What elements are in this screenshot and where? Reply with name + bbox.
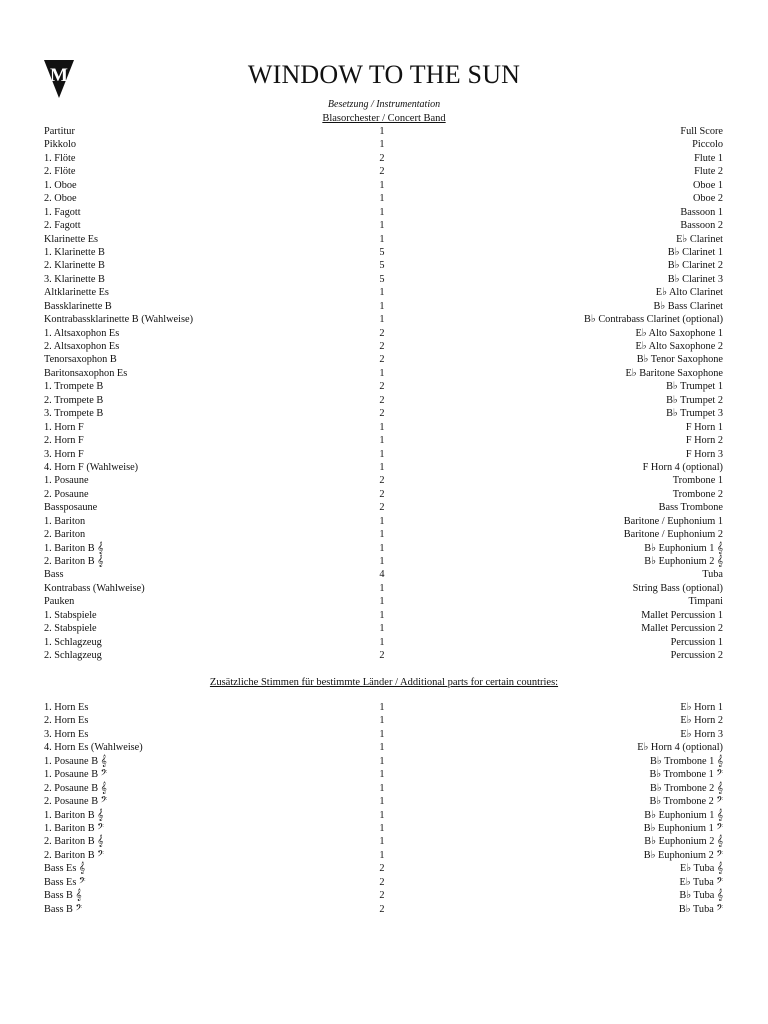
- part-name-english: E♭ Clarinet: [676, 233, 723, 245]
- part-name-german: 2. Oboe: [44, 193, 77, 205]
- part-name-english: Timpani: [688, 596, 723, 608]
- part-name-english: B♭ Euphonium 2 𝄞: [644, 556, 723, 567]
- part-row: [0, 434, 768, 447]
- part-name-german: 3. Horn Es: [44, 728, 89, 740]
- part-name-english: Percussion 1: [670, 636, 723, 648]
- part-name-german: 3. Klarinette B: [44, 273, 105, 285]
- part-row: [0, 568, 768, 581]
- part-row: [0, 192, 768, 205]
- part-name-english: B♭ Tuba 𝄢: [678, 903, 723, 915]
- part-count: 2: [379, 166, 385, 178]
- part-row: [0, 179, 768, 192]
- part-count: 1: [379, 300, 385, 312]
- part-row: [0, 448, 768, 461]
- part-name-english: Trombone 1: [672, 475, 723, 487]
- part-count: 2: [379, 890, 385, 902]
- part-name-german: Bass B 𝄞: [44, 890, 82, 902]
- part-name-english: B♭ Euphonium 1 𝄞: [644, 542, 723, 554]
- part-name-english: B♭ Tenor Saxophone: [636, 354, 723, 366]
- part-count: 1: [379, 206, 385, 218]
- part-name-english: F Horn 2: [685, 435, 723, 447]
- part-name-german: 1. Posaune B 𝄞: [44, 755, 107, 767]
- part-name-english: E♭ Tuba 𝄢: [679, 876, 723, 888]
- part-name-english: B♭ Euphonium 1 𝄢: [643, 822, 723, 834]
- part-name-english: Baritone / Euphonium 2: [623, 529, 723, 541]
- part-row: [0, 862, 768, 875]
- part-name-german: 1. Posaune B 𝄢: [44, 769, 108, 781]
- part-count: 1: [379, 623, 385, 635]
- part-count: 1: [379, 556, 385, 567]
- part-name-english: B♭ Tuba 𝄞: [679, 890, 723, 902]
- part-name-german: 2. Posaune B 𝄢: [44, 796, 108, 808]
- part-count: 5: [379, 273, 385, 285]
- part-row: [0, 273, 768, 286]
- part-name-english: E♭ Horn 1: [680, 702, 723, 713]
- part-name-german: 2. Trompete B: [44, 394, 104, 406]
- part-name-english: B♭ Trombone 1 𝄢: [649, 769, 723, 781]
- part-name-english: E♭ Alto Clarinet: [655, 287, 723, 299]
- part-count: 1: [379, 448, 385, 460]
- part-row: [0, 876, 768, 889]
- part-row: [0, 474, 768, 487]
- part-count: 1: [379, 314, 385, 326]
- part-count: 1: [379, 367, 385, 379]
- part-name-german: 1. Bariton: [44, 515, 86, 527]
- part-count: 2: [379, 876, 385, 888]
- part-name-english: B♭ Trumpet 2: [666, 394, 723, 406]
- part-name-german: 3. Trompete B: [44, 408, 104, 420]
- part-name-english: Bass Trombone: [658, 502, 723, 514]
- part-row: [0, 233, 768, 246]
- part-name-german: 2. Flöte: [44, 166, 76, 178]
- part-name-english: F Horn 1: [685, 421, 723, 433]
- part-name-german: 1. Bariton B 𝄢: [44, 822, 104, 834]
- part-name-english: B♭ Bass Clarinet: [653, 300, 723, 312]
- part-count: 1: [379, 728, 385, 740]
- part-count: 1: [379, 849, 385, 861]
- part-name-german: 2. Posaune B 𝄞: [44, 782, 107, 794]
- part-row: [0, 313, 768, 326]
- part-name-english: Baritone / Euphonium 1: [623, 515, 723, 527]
- part-row: [0, 380, 768, 393]
- part-name-english: E♭ Horn 2: [680, 715, 723, 727]
- part-name-german: Kontrabass (Wahlweise): [44, 582, 145, 594]
- part-count: 1: [379, 782, 385, 794]
- part-count: 1: [379, 542, 385, 554]
- part-row: [0, 835, 768, 848]
- part-count: 1: [379, 715, 385, 727]
- part-name-english: B♭ Euphonium 1 𝄞: [644, 809, 723, 821]
- part-row: [0, 488, 768, 501]
- part-count: 1: [379, 461, 385, 473]
- section-heading: Blasorchester / Concert Band: [322, 113, 446, 124]
- part-row: [0, 609, 768, 622]
- part-name-german: Partitur: [44, 126, 75, 137]
- part-name-german: 2. Horn Es: [44, 715, 89, 727]
- part-count: 1: [379, 515, 385, 527]
- part-name-english: E♭ Horn 3: [680, 728, 723, 740]
- part-count: 2: [379, 903, 385, 915]
- part-row: [0, 714, 768, 727]
- part-name-english: B♭ Trombone 2 𝄞: [649, 782, 723, 794]
- part-name-english: Flute 1: [694, 152, 723, 164]
- part-count: 1: [379, 529, 385, 541]
- part-row: [0, 515, 768, 528]
- part-name-german: 1. Flöte: [44, 152, 76, 164]
- part-name-english: F Horn 3: [685, 448, 723, 460]
- part-count: 2: [379, 475, 385, 487]
- part-count: 2: [379, 488, 385, 500]
- part-name-german: 2. Stabspiele: [44, 623, 97, 635]
- part-row: [0, 501, 768, 514]
- part-count: 1: [379, 742, 385, 754]
- part-name-german: 2. Altsaxophon Es: [44, 341, 120, 352]
- part-name-english: B♭ Clarinet 2: [667, 260, 723, 272]
- part-name-german: 1. Fagott: [44, 206, 81, 218]
- part-row: [0, 701, 768, 714]
- part-name-english: E♭ Horn 4 (optional): [637, 742, 723, 754]
- part-name-german: Altklarinette Es: [44, 287, 109, 299]
- part-name-german: Kontrabassklarinette B (Wahlweise): [44, 314, 193, 326]
- part-count: 2: [379, 863, 385, 875]
- part-row: [0, 421, 768, 434]
- part-row: [0, 889, 768, 902]
- part-count: 1: [379, 796, 385, 808]
- part-name-german: 1. Schlagzeug: [44, 636, 102, 648]
- part-count: 1: [379, 220, 385, 232]
- part-name-english: Mallet Percussion 1: [641, 609, 723, 621]
- instrumentation-subtitle: Besetzung / Instrumentation: [327, 99, 441, 110]
- part-name-english: B♭ Clarinet 3: [667, 273, 723, 285]
- part-name-german: 1. Klarinette B: [44, 246, 105, 258]
- part-name-english: B♭ Euphonium 2 𝄞: [644, 836, 723, 848]
- part-name-english: Trombone 2: [672, 488, 723, 500]
- page-title: WINDOW TO THE SUN: [247, 60, 521, 89]
- part-count: 1: [379, 233, 385, 245]
- part-name-german: 4. Horn F (Wahlweise): [44, 461, 139, 473]
- part-row: [0, 728, 768, 741]
- part-row: [0, 595, 768, 608]
- part-row: [0, 246, 768, 259]
- part-name-english: Piccolo: [692, 139, 723, 151]
- part-name-english: Bassoon 1: [680, 206, 723, 218]
- part-row: [0, 795, 768, 808]
- part-name-german: 1. Oboe: [44, 179, 77, 191]
- part-row: [0, 138, 768, 151]
- part-row: [0, 367, 768, 380]
- part-name-english: B♭ Trombone 2 𝄢: [649, 796, 723, 808]
- part-count: 2: [379, 152, 385, 164]
- part-row: [0, 340, 768, 353]
- part-count: 2: [379, 327, 385, 339]
- part-name-german: Bassposaune: [44, 502, 98, 514]
- part-name-german: 1. Posaune: [44, 475, 89, 487]
- part-name-german: Pauken: [44, 596, 75, 608]
- part-name-german: Bassklarinette B: [44, 300, 112, 312]
- part-count: 2: [379, 502, 385, 514]
- part-name-german: 1. Altsaxophon Es: [44, 327, 120, 339]
- part-row: [0, 394, 768, 407]
- part-row: [0, 461, 768, 474]
- part-row: [0, 327, 768, 340]
- part-count: 1: [379, 421, 385, 433]
- part-count: 1: [379, 287, 385, 299]
- part-name-german: 2. Posaune: [44, 488, 89, 500]
- part-name-english: Oboe 2: [692, 193, 723, 205]
- part-count: 5: [379, 260, 385, 272]
- part-name-english: Oboe 1: [692, 179, 723, 191]
- part-count: 2: [379, 650, 385, 662]
- part-name-english: E♭ Baritone Saxophone: [625, 367, 723, 379]
- part-count: 2: [379, 408, 385, 420]
- part-name-german: 1. Trompete B: [44, 381, 104, 393]
- part-row: [0, 622, 768, 635]
- part-row: [0, 125, 768, 138]
- part-name-german: 2. Schlagzeug: [44, 650, 102, 662]
- part-count: 1: [379, 582, 385, 594]
- part-count: 1: [379, 435, 385, 447]
- part-count: 1: [379, 126, 385, 137]
- part-count: 1: [379, 822, 385, 834]
- part-name-german: 4. Horn Es (Wahlweise): [44, 742, 143, 754]
- part-row: [0, 219, 768, 232]
- part-count: 1: [379, 809, 385, 821]
- part-row: [0, 741, 768, 754]
- part-name-english: E♭ Tuba 𝄞: [680, 863, 723, 875]
- logo-letter: M: [50, 65, 68, 86]
- part-name-german: Pikkolo: [44, 139, 77, 151]
- part-name-german: 2. Bariton: [44, 529, 86, 541]
- part-row: [0, 555, 768, 568]
- part-name-german: 1. Bariton B 𝄞: [44, 809, 104, 821]
- part-row: [0, 849, 768, 862]
- part-name-english: B♭ Trombone 1 𝄞: [649, 755, 723, 767]
- part-count: 1: [379, 702, 385, 713]
- part-name-english: F Horn 4 (optional): [642, 461, 723, 473]
- part-name-english: B♭ Clarinet 1: [667, 246, 723, 258]
- part-name-english: Tuba: [702, 569, 723, 581]
- part-count: 1: [379, 179, 385, 191]
- part-row: [0, 300, 768, 313]
- part-row: [0, 649, 768, 662]
- part-row: [0, 782, 768, 795]
- part-count: 2: [379, 381, 385, 393]
- part-count: 2: [379, 354, 385, 366]
- part-name-german: 1. Stabspiele: [44, 609, 97, 621]
- part-count: 1: [379, 139, 385, 151]
- part-count: 1: [379, 636, 385, 648]
- part-count: 5: [379, 246, 385, 258]
- part-row: [0, 822, 768, 835]
- part-row: [0, 206, 768, 219]
- part-count: 1: [379, 769, 385, 781]
- part-row: [0, 809, 768, 822]
- part-name-german: Bass: [44, 569, 64, 581]
- part-count: 1: [379, 596, 385, 608]
- part-name-english: B♭ Trumpet 1: [666, 381, 723, 393]
- part-name-english: E♭ Alto Saxophone 2: [635, 341, 723, 352]
- part-row: [0, 903, 768, 916]
- part-row: [0, 152, 768, 165]
- part-name-english: Percussion 2: [670, 650, 723, 662]
- part-count: 1: [379, 836, 385, 848]
- instrumentation-list: [0, 125, 768, 663]
- part-name-german: Klarinette Es: [44, 233, 99, 245]
- part-name-english: B♭ Euphonium 2 𝄢: [643, 849, 723, 861]
- part-name-german: 1. Horn F: [44, 421, 84, 433]
- part-row: [0, 755, 768, 768]
- part-name-english: Bassoon 2: [680, 220, 723, 232]
- part-name-english: String Bass (optional): [632, 582, 723, 594]
- part-name-german: Tenorsaxophon B: [44, 354, 117, 366]
- part-row: [0, 542, 768, 555]
- part-name-german: 2. Bariton B 𝄢: [44, 849, 104, 861]
- part-name-german: 2. Bariton B 𝄞: [44, 556, 104, 567]
- part-row: [0, 528, 768, 541]
- part-count: 1: [379, 193, 385, 205]
- part-row: [0, 165, 768, 178]
- part-name-german: 2. Bariton B 𝄞: [44, 836, 104, 848]
- additional-parts-list: [0, 701, 768, 916]
- part-name-german: 2. Klarinette B: [44, 260, 105, 272]
- part-row: [0, 768, 768, 781]
- part-name-german: 3. Horn F: [44, 448, 84, 460]
- additional-parts-heading: Zusätzliche Stimmen für bestimmte Länder / Additional parts for certain countries:: [209, 677, 559, 688]
- part-name-german: Bass B 𝄢: [44, 903, 83, 915]
- part-name-german: 2. Fagott: [44, 220, 81, 232]
- part-count: 1: [379, 755, 385, 767]
- part-name-german: Baritonsaxophon Es: [44, 367, 128, 379]
- part-name-english: Flute 2: [694, 166, 723, 178]
- part-name-german: 1. Bariton B 𝄞: [44, 542, 104, 554]
- part-name-english: Mallet Percussion 2: [641, 623, 723, 635]
- part-row: [0, 286, 768, 299]
- part-name-german: Bass Es 𝄞: [44, 863, 85, 875]
- part-name-german: 1. Horn Es: [44, 702, 89, 713]
- part-row: [0, 636, 768, 649]
- part-count: 1: [379, 609, 385, 621]
- part-row: [0, 407, 768, 420]
- part-count: 2: [379, 341, 385, 352]
- part-name-german: Bass Es 𝄢: [44, 876, 86, 888]
- part-row: [0, 582, 768, 595]
- part-name-english: Full Score: [680, 126, 723, 137]
- part-row: [0, 353, 768, 366]
- part-name-english: B♭ Contrabass Clarinet (optional): [584, 314, 723, 326]
- part-count: 2: [379, 394, 385, 406]
- part-name-german: 2. Horn F: [44, 435, 84, 447]
- part-count: 4: [379, 569, 385, 581]
- part-name-english: B♭ Trumpet 3: [666, 408, 723, 420]
- part-row: [0, 259, 768, 272]
- part-name-english: E♭ Alto Saxophone 1: [635, 327, 723, 339]
